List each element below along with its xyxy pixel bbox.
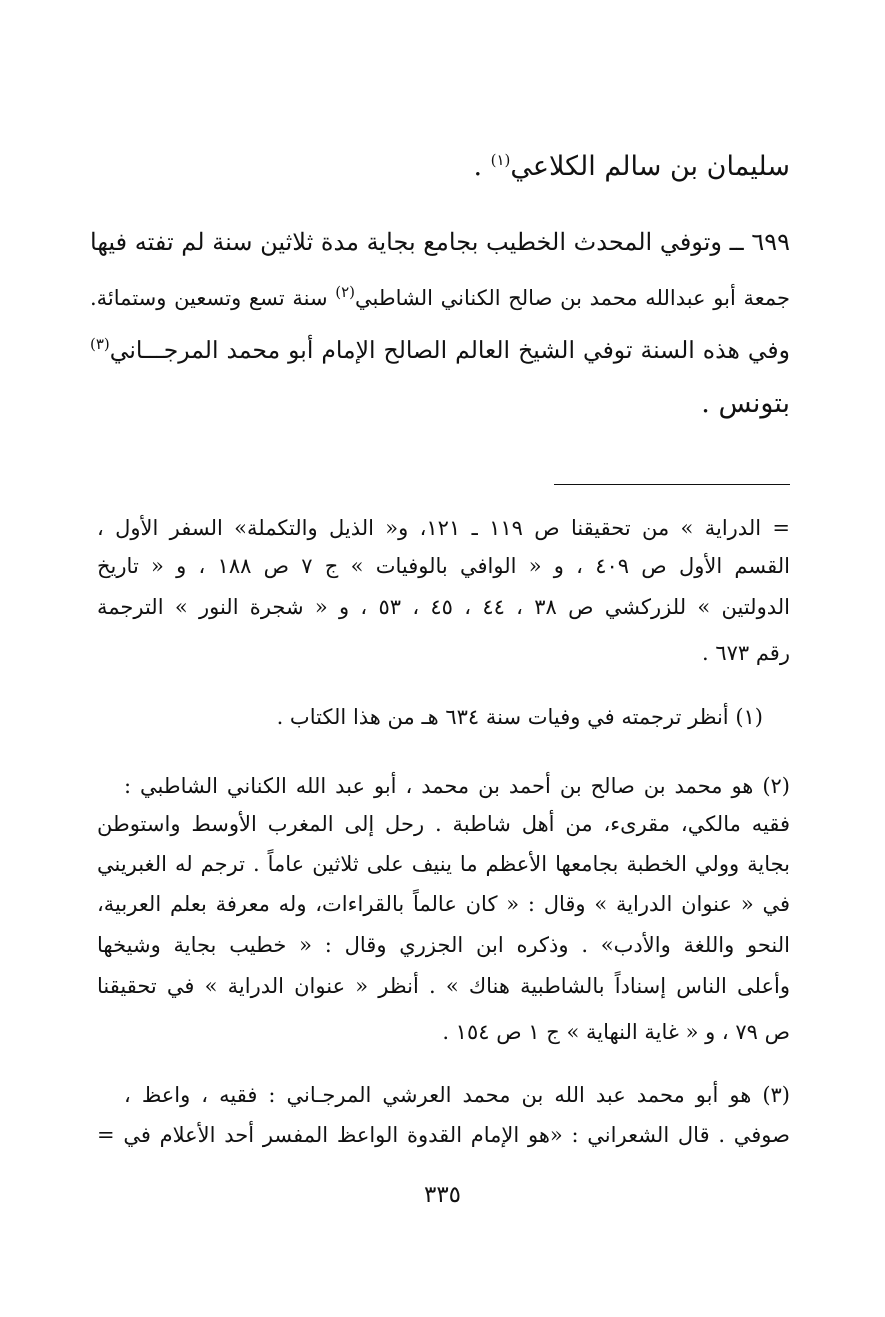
main-text-line-1-body: سليمان بن سالم الكلاعي: [510, 151, 790, 182]
footnote-2-line-1: (٢) هو محمد بن صالح بن أحمد بن محمد ، أبو عبد الله الكناني الشاطبي :: [124, 774, 790, 798]
footnote-3-line-1: (٣) هو أبو محمد عبد الله بن محمد العرشي المرجـاني : فقيه ، واعظ ،: [124, 1083, 790, 1107]
footnote-3-line-2: صوفي . قال الشعراني : «هو الإمام القدوة الواعظ المفسر أحد الأعلام في =: [97, 1123, 790, 1147]
footnote-2-line-3: بجاية وولي الخطبة بجامعها الأعظم ما ينيف على ثلاثين عاماً . ترجم له الغبريني: [97, 852, 790, 876]
footnote-cont-line-2: القسم الأول ص ٤٠٩ ، و « الوافي بالوفيات » ج ٧ ص ١٨٨ ، و « تاريخ: [97, 554, 790, 578]
footnote-2-line-5: النحو واللغة والأدب» . وذكره ابن الجزري وقال : « خطيب بجاية وشيخها: [97, 933, 790, 957]
main-text-line-3-end: سنة تسع وتسعين وستمائة.: [90, 286, 336, 310]
footnote-2-line-7: ص ٧٩ ، و « غاية النهاية » ج ١ ص ١٥٤ .: [442, 1020, 790, 1044]
main-text-line-3-body: جمعة أبو عبدالله محمد بن صالح الكناني الشاطبي: [355, 286, 790, 310]
footnote-cont-line-1: = الدراية » من تحقيقنا ص ١١٩ ـ ١٢١، و« الذيل والتكملة» السفر الأول ،: [97, 516, 790, 540]
page-number: ٣٣٥: [423, 1182, 462, 1208]
main-text-line-5: بتونس .: [701, 388, 790, 419]
footnote-2-line-6: وأعلى الناس إسناداً بالشاطبية هناك » . أنظر « عنوان الدراية » في تحقيقنا: [97, 974, 790, 998]
footnote-marker-3: (٣): [90, 335, 110, 354]
footnote-separator: [554, 484, 790, 485]
footnote-1-line-1: (١) أنظر ترجمته في وفيات سنة ٦٣٤ هـ من هذا الكتاب .: [276, 705, 763, 729]
main-text-line-4-body: وفي هذه السنة توفي الشيخ العالم الصالح الإمام أبو محمد المرجـــاني: [109, 336, 790, 364]
footnote-marker-2: (٢): [335, 283, 356, 301]
main-text-line-3: [90, 278, 790, 318]
main-text-line-4: [90, 330, 790, 370]
main-text-line-1: [90, 147, 790, 187]
footnote-cont-line-4: رقم ٦٧٣ .: [701, 641, 790, 665]
footnote-2-line-2: فقيه مالكي، مقرىء، من أهل شاطبة . رحل إلى المغرب الأوسط واستوطن: [97, 812, 790, 836]
footnote-2-line-4: في « عنوان الدراية » وقال : « كان عالماً بالقراءات، وله معرفة بعلم العربية،: [97, 892, 790, 916]
footnote-marker-1: (١): [490, 151, 511, 169]
main-text-line-1-end: .: [473, 151, 491, 182]
footnote-cont-line-3: الدولتين » للزركشي ص ٣٨ ، ٤٤ ، ٤٥ ، ٥٣ ، و « شجرة النور » الترجمة: [97, 595, 790, 619]
main-text-line-2: ٦٩٩ ــ وتوفي المحدث الخطيب بجامع بجاية مدة ثلاثين سنة لم تفته فيها: [90, 228, 790, 256]
